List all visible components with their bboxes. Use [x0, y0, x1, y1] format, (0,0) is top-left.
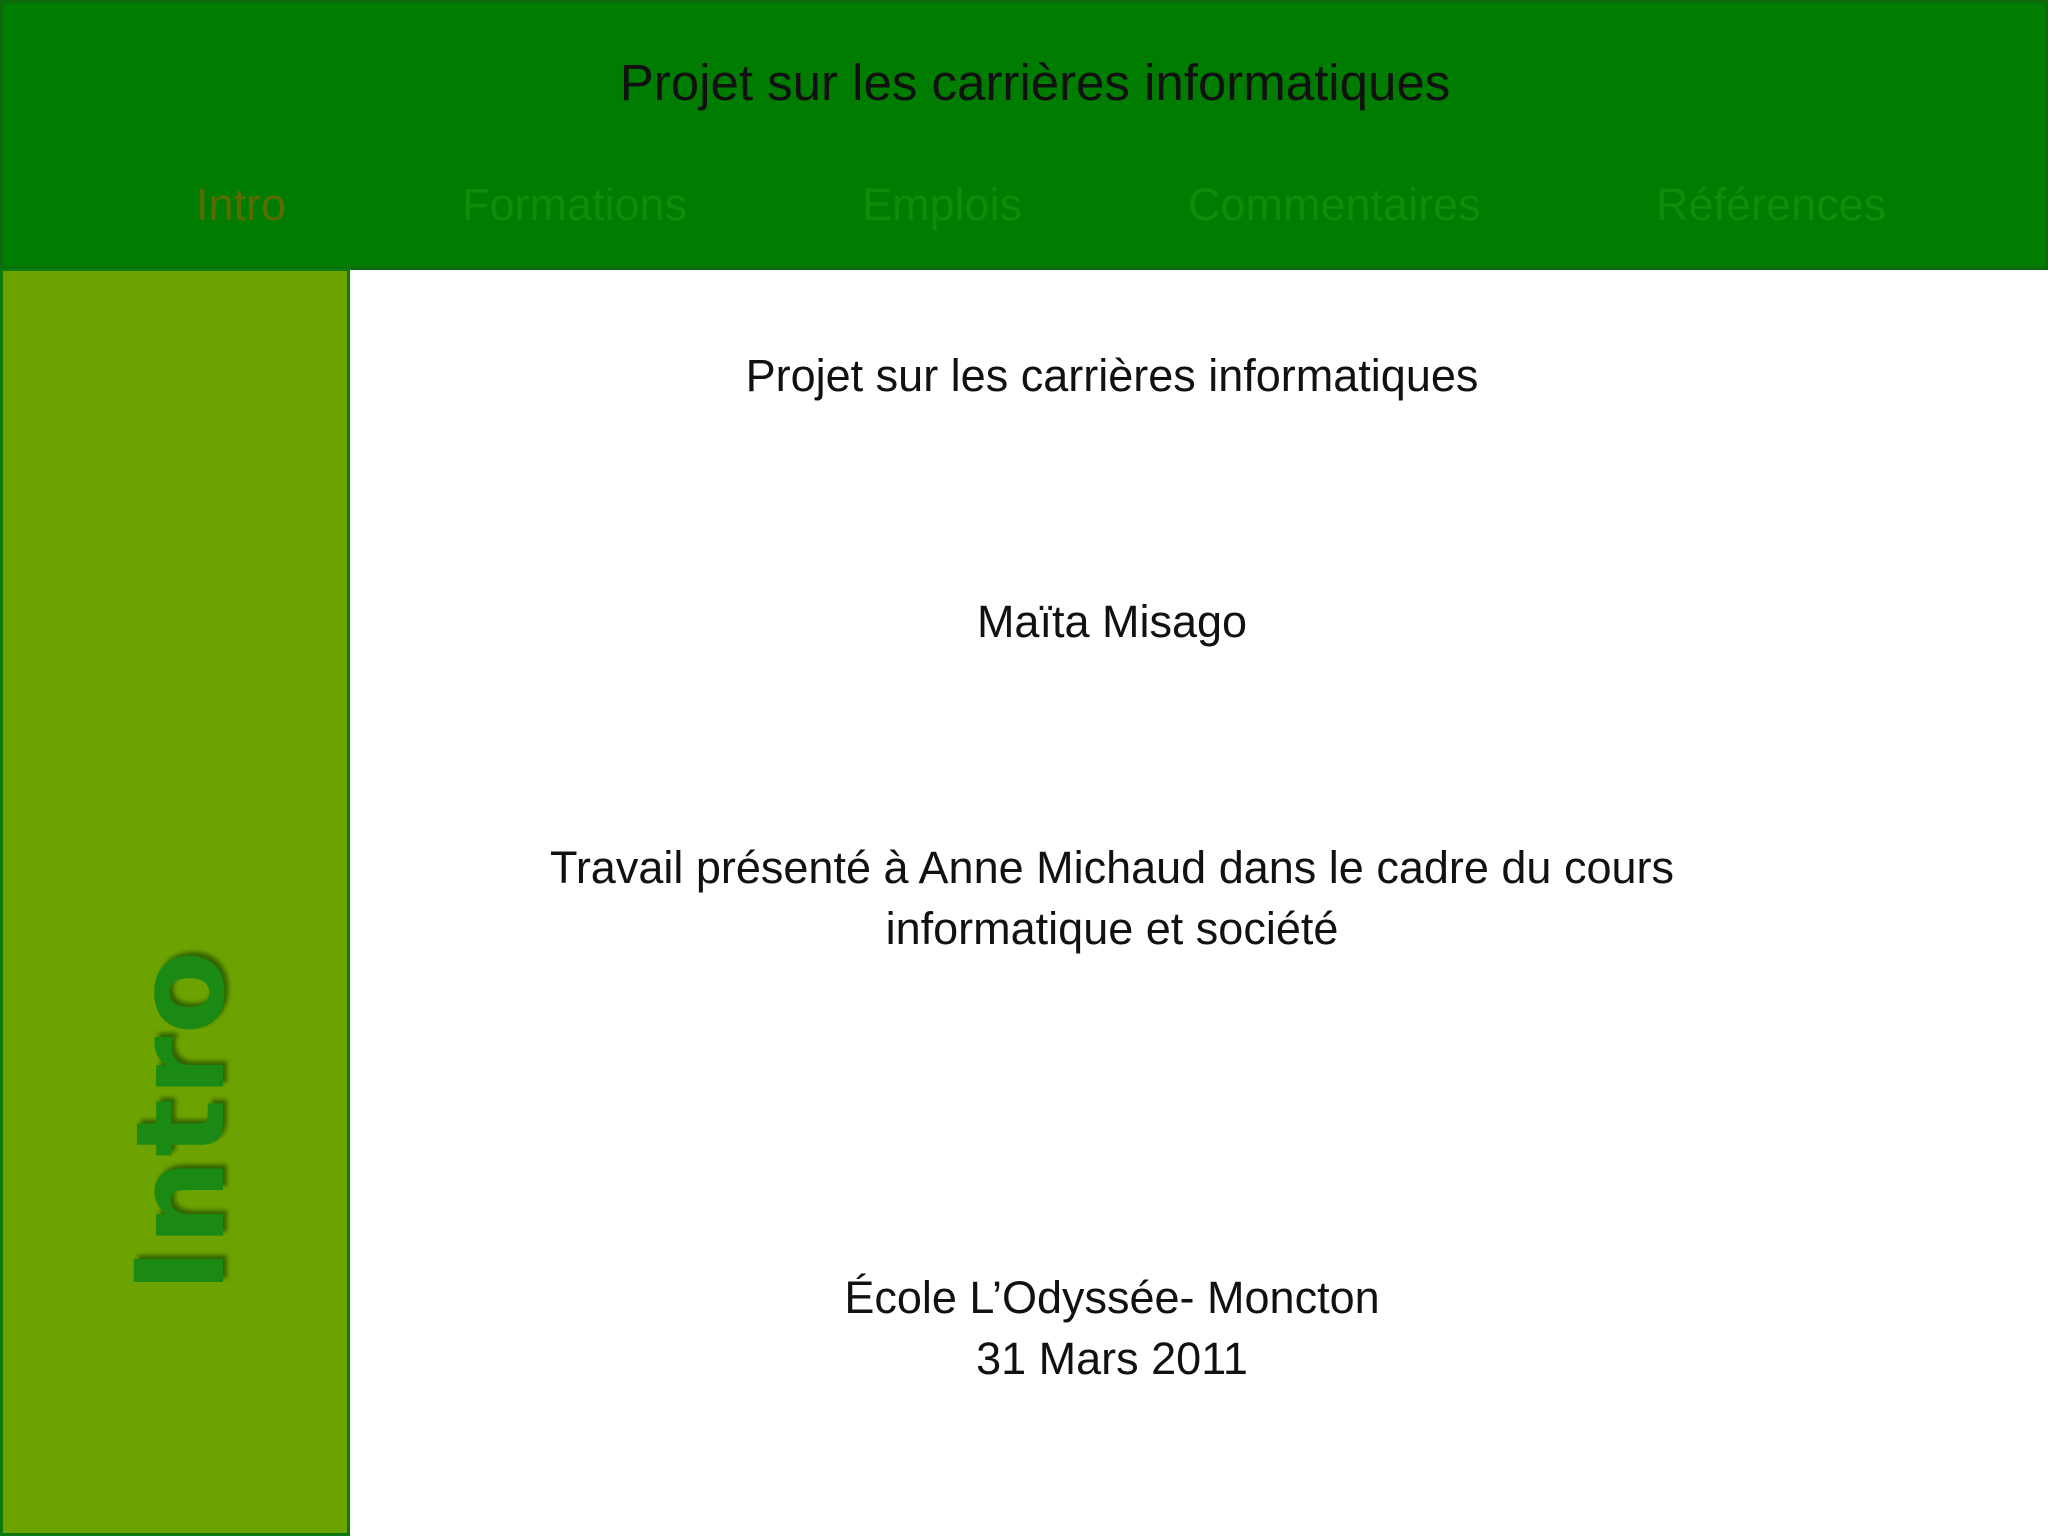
header-title: Projet sur les carrières informatiques	[619, 54, 1451, 111]
header-bar	[0, 0, 2048, 270]
nav-item-intro[interactable]: Intro	[196, 179, 287, 230]
author-name: Maïta Misago	[976, 596, 1248, 647]
presentation-line-1: Travail présenté à Anne Michaud dans le cadre du cours	[550, 842, 1674, 893]
nav-menu	[3, 170, 2048, 240]
content-title: Projet sur les carrières informatiques	[745, 350, 1479, 401]
school-name: École L’Odyssée- Moncton	[844, 1272, 1380, 1323]
content-area	[350, 270, 2048, 1536]
nav-item-emplois[interactable]: Emplois	[862, 179, 1023, 230]
nav-item-commentaires[interactable]: Commentaires	[1188, 179, 1481, 230]
presentation-line-2: informatique et société	[885, 903, 1339, 954]
nav-item-formations[interactable]: Formations	[462, 179, 688, 230]
sidebar	[0, 268, 350, 1536]
nav-item-references[interactable]: Références	[1656, 179, 1887, 230]
presentation-date: 31 Mars 2011	[976, 1333, 1248, 1384]
sidebar-section-label: Intro	[110, 948, 252, 1294]
